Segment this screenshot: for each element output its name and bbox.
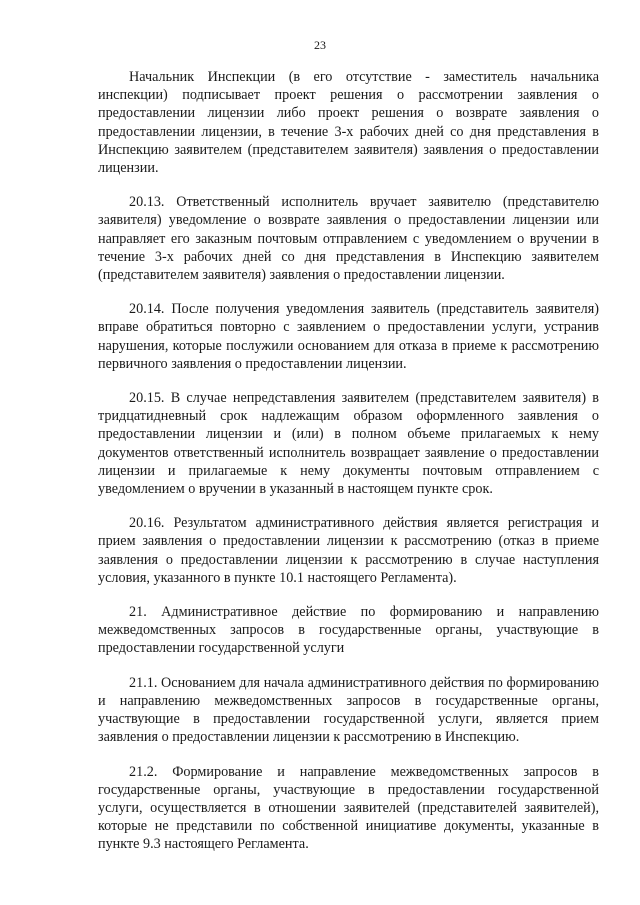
paragraph-head-signature: Начальник Инспекции (в его отсутствие - заместитель начальника инспекции) подписывает проект решения о рассмотрении заявления о предоставлении лицензии либо проект решения о возврате заявления о предоставлении лицензии, в течение 3-х рабочих дней со дня представления в Инспекцию заявителем (представителем заявителя) заявления о предоставлении лицензии. <box>98 69 599 177</box>
paragraph-20-15: 20.15. В случае непредставления заявителем (представителем заявителя) в тридцатидневный срок надлежащим образом оформленного заявления о предоставлении лицензии и (или) в полном объеме прилагаемых к нему документов ответственный исполнитель возвращает заявление о предоставлении лицензии и прилагаемые к нему документы почтовым отправлением с уведомлением о вручении в указанный в настоящем пункте срок. <box>98 390 599 498</box>
paragraph-21-2: 21.2. Формирование и направление межведомственных запросов в государственные органы, участвующие в предоставлении государственной услуги, осуществляется в отношении заявителей (представителей заявителей), которые не представили по собственной инициативе документы, указанные в пункте 9.3 настоящего Регламента. <box>98 763 599 853</box>
paragraph-20-14: 20.14. После получения уведомления заявитель (представитель заявителя) вправе обратиться повторно с заявлением о предоставлении услуги, устранив нарушения, которые послужили основанием для отказа в приеме к рассмотрению первичного заявления о предоставлении лицензии. <box>98 301 599 372</box>
document-body <box>98 68 599 854</box>
section-heading-21: 21. Административное действие по формированию и направлению межведомственных запросов в государственные органы, участвующие в предоставлении государственной услуги <box>98 604 599 657</box>
page-number: 23 <box>314 38 326 52</box>
paragraph-21-1: 21.1. Основанием для начала административного действия по формированию и направлению межведомственных запросов в государственные органы, участвующие в предоставлении государственной услуги, является прием заявления о предоставлении лицензии к рассмотрению в Инспекцию. <box>98 674 599 746</box>
paragraph-20-13: 20.13. Ответственный исполнитель вручает заявителю (представителю заявителя) уведомление о возврате заявления о предоставлении лицензии или направляет его заказным почтовым отправлением с уведомлением о вручении в течение 3-х рабочих дней со дня представления в Инспекцию заявителем (представителем заявителя) заявления о предоставлении лицензии. <box>98 194 599 284</box>
paragraph-20-16: 20.16. Результатом административного действия является регистрация и прием заявления о предоставлении лицензии к рассмотрению (отказ в приеме заявления о предоставлении лицензии к рассмотрению в случае наступления условия, указанного в пункте 10.1 настоящего Регламента). <box>98 515 599 586</box>
